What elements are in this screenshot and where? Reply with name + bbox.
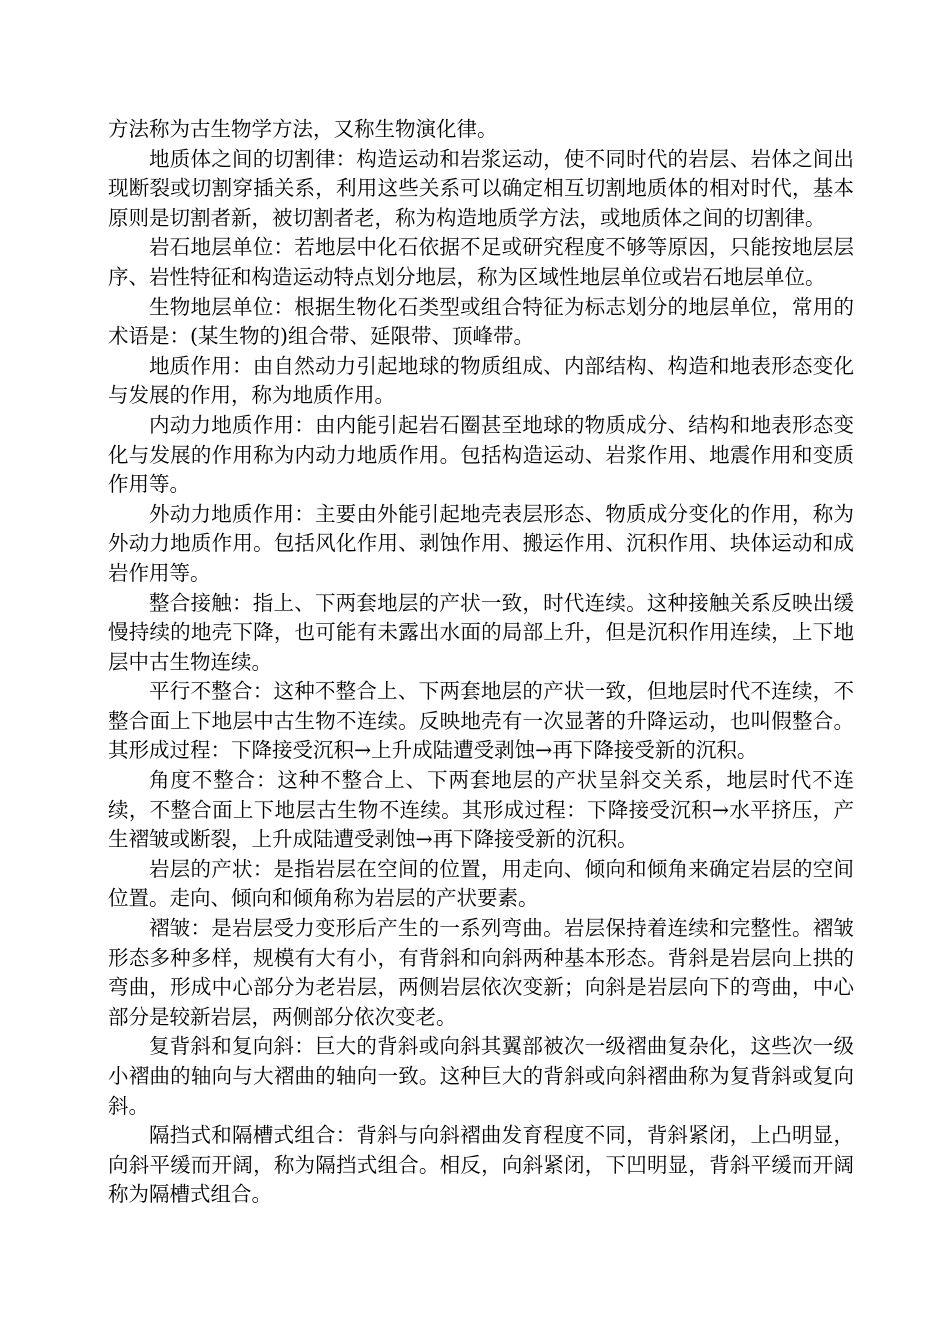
paragraph-attitude-of-strata: 岩层的产状：是指岩层在空间的位置，用走向、倾向和倾角来确定岩层的空间位置。走向、倾向和倾角称为岩层的产状要素。 [108, 856, 854, 911]
paragraph-angular-unconformity: 角度不整合：这种不整合上、下两套地层的产状呈斜交关系，地层时代不连续，不整合面上下地层古生物不连续。其形成过程：下降接受沉积→水平挤压，产生褶皱或断裂，上升成陆遭受剥蚀→再下降接受新的沉积。 [108, 768, 854, 852]
paragraph-anticlinorium-synclinorium: 复背斜和复向斜：巨大的背斜或向斜其翼部被次一级褶曲复杂化，这些次一级小褶曲的轴向与大褶曲的轴向一致。这种巨大的背斜或向斜褶曲称为复背斜或复向斜。 [108, 1034, 854, 1118]
paragraph-continuation: 方法称为古生物学方法，又称生物演化律。 [108, 117, 498, 141]
paragraph-disconformity: 平行不整合：这种不整合上、下两套地层的产状一致，但地层时代不连续，不整合面上下地层中古生物不连续。反映地壳有一次显著的升降运动，也叫假整合。其形成过程：下降接受沉积→上升成陆遭受剥蚀→再下降接受新的沉积。 [108, 679, 854, 763]
document-page [108, 115, 854, 1210]
paragraph-geological-process: 地质作用：由自然动力引起地球的物质组成、内部结构、构造和地表形态变化与发展的作用，称为地质作用。 [108, 353, 854, 408]
paragraph-fold: 褶皱：是岩层受力变形后产生的一系列弯曲。岩层保持着连续和完整性。褶皱形态多种多样，规模有大有小，有背斜和向斜两种基本形态。背斜是岩层向上拱的弯曲，形成中心部分为老岩层，两侧岩层依次变新；向斜是岩层向下的弯曲，中心部分是较新岩层，两侧部分依次变老。 [108, 916, 854, 1029]
paragraph-ejective-trough-like-folds: 隔挡式和隔槽式组合：背斜与向斜褶曲发育程度不同，背斜紧闭，上凸明显，向斜平缓而开阔，称为隔挡式组合。相反，向斜紧闭，下凹明显，背斜平缓而开阔称为隔槽式组合。 [108, 1123, 854, 1207]
paragraph-biostratigraphic-unit: 生物地层单位：根据生物化石类型或组合特征为标志划分的地层单位，常用的术语是：(某生物的)组合带、延限带、顶峰带。 [108, 294, 854, 349]
paragraph-endogenic-process: 内动力地质作用：由内能引起岩石圈甚至地球的物质成分、结构和地表形态变化与发展的作用称为内动力地质作用。包括构造运动、岩浆作用、地震作用和变质作用等。 [108, 412, 854, 497]
paragraph-conformable-contact: 整合接触：指上、下两套地层的产状一致，时代连续。这种接触关系反映出缓慢持续的地壳下降，也可能有未露出水面的局部上升，但是沉积作用连续，上下地层中古生物连续。 [108, 590, 854, 674]
paragraph-cutting-law: 地质体之间的切割律：构造运动和岩浆运动，使不同时代的岩层、岩体之间出现断裂或切割穿插关系，利用这些关系可以确定相互切割地质体的相对时代，基本原则是切割者新，被切割者老，称为构造地质学方法，或地质体之间的切割律。 [108, 146, 854, 230]
paragraph-exogenic-process: 外动力地质作用：主要由外能引起地壳表层形态、物质成分变化的作用，称为外动力地质作用。包括风化作用、剥蚀作用、搬运作用、沉积作用、块体运动和成岩作用等。 [108, 501, 854, 585]
paragraph-lithostratigraphic-unit: 岩石地层单位：若地层中化石依据不足或研究程度不够等原因，只能按地层层序、岩性特征和构造运动特点划分地层，称为区域性地层单位或岩石地层单位。 [108, 235, 854, 289]
